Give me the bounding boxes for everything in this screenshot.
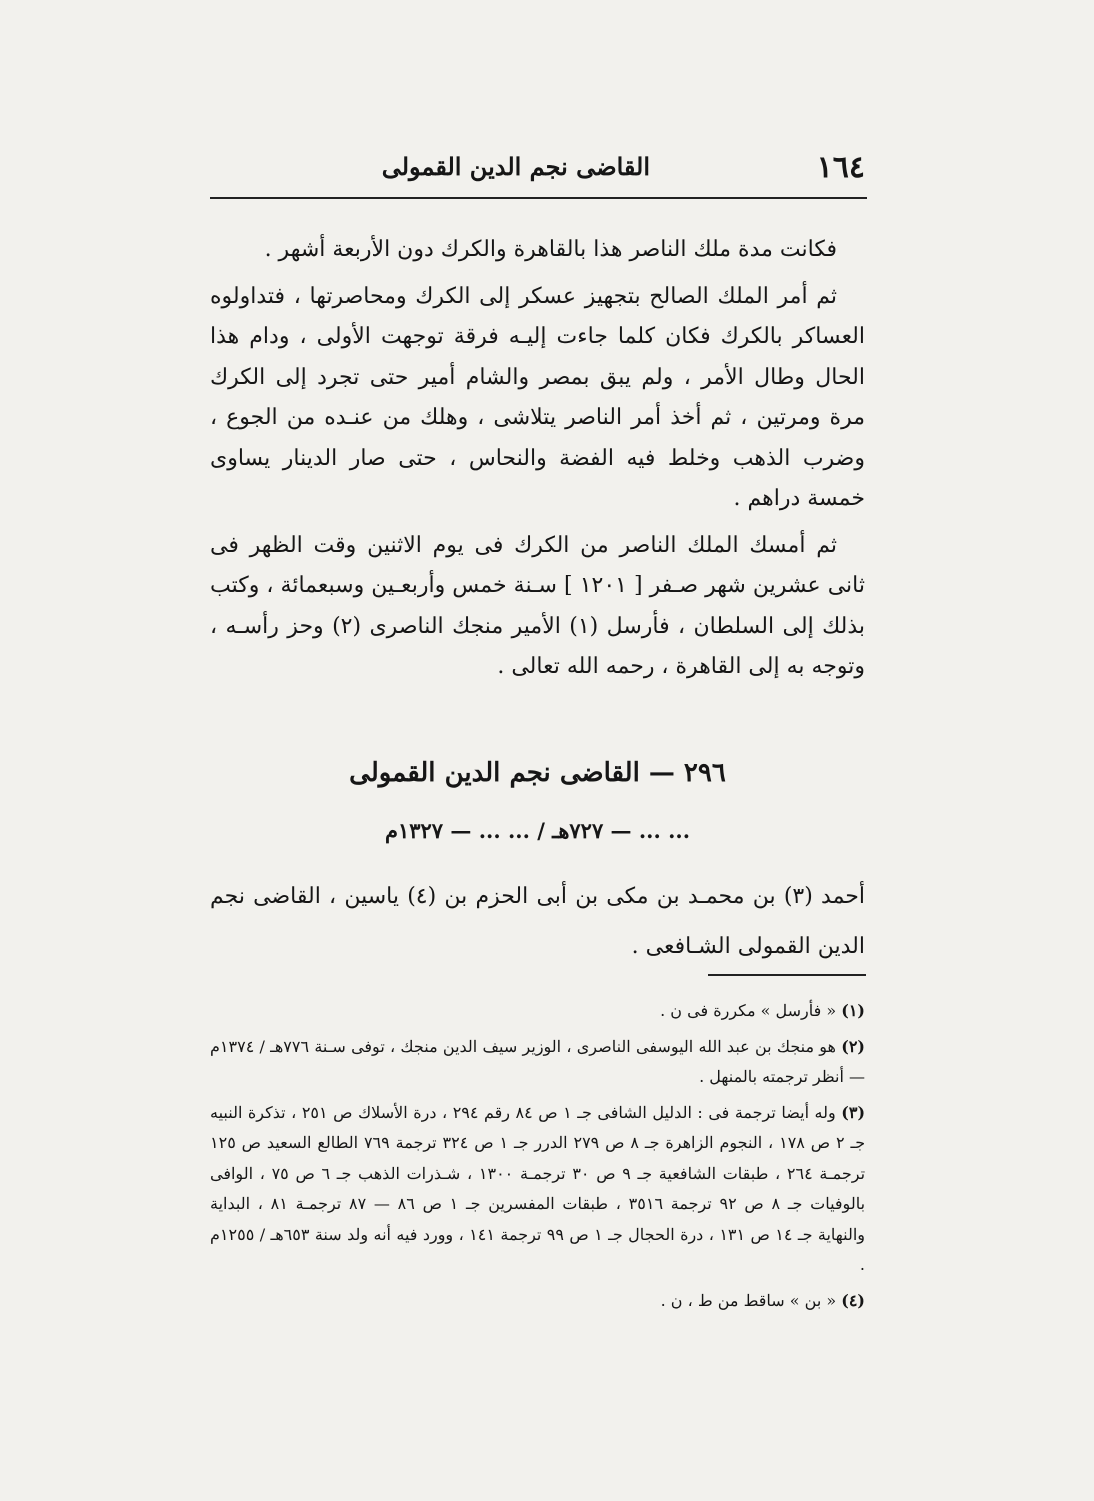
footnote	[210, 1098, 865, 1281]
main-text	[210, 230, 865, 688]
footnote	[210, 1286, 865, 1317]
footnote-rule	[708, 974, 866, 976]
footnote-number: (١)	[841, 1001, 865, 1020]
footnotes	[210, 996, 865, 1316]
footnote-number: (٤)	[841, 1290, 865, 1310]
header-rule	[210, 197, 867, 199]
entry-text	[210, 872, 865, 972]
footnote	[210, 1032, 865, 1093]
paragraph: ثم أمسك الملك الناصر من الكرك فى يوم الاثنين وقت الظهر فى ثانى عشرين شهر صـفر [ ١٢٠١ ] سـنة خمس وأربعـين وسبعمائة ، وكتب بذلك إلى السلطان ، فأرسل (١) الأمير منجك الناصرى (٢) وحز رأسـه ، وتوجه به إلى القاهرة ، رحمه الله تعالى .	[210, 532, 866, 679]
footnote-text: وله أيضا ترجمة فى : الدليل الشافى جـ ١ ص ٨٤ رقم ٢٩٤ ، درة الأسلاك ص ٢٥١ ، تذكرة النبيه جـ ٢ ص ١٧٨ ، النجوم الزاهرة جـ ٨ ص ٢٧٩ الدرر جـ ١ ص ٣٢٤ ترجمة ٧٦٩ الطالع السعيد ص ١٢٥ ترجمـة ٢٦٤ ، طبقات الشافعية جـ ٩ ص ٣٠ ترجمـة ١٣٠٠ ، شـذرات الذهب جـ ٦ ص ٧٥ ، الوافى بالوفيات جـ ٨ ص ٩٢ ترجمة ٣٥١٦ ، طبقات المفسرين جـ ١ ص ٨٦ — ٨٧ ترجمـة ٨١ ، البداية والنهاية جـ ١٤ ص ١٣١ ، درة الحجال جـ ١ ص ٩٩ ترجمة ١٤١ ، وورد فيه أنه ولد سنة ٦٥٣هـ / ١٢٥٥م .	[210, 1102, 866, 1274]
running-title: القاضى نجم الدين القمولى	[381, 152, 650, 181]
footnote-text: هو منجك بن عبد الله اليوسفى الناصرى ، الوزير سيف الدين منجك ، توفى سـنة ٧٧٦هـ / ١٣٧٤م — أنظر ترجمته بالمنهل .	[210, 1036, 865, 1086]
footnote-text: « بن » ساقط من ط ، ن .	[660, 1290, 837, 1310]
entry-paragraph: أحمد (٣) بن محمـد بن مكى بن أبى الحزم بن (٤) ياسين ، القاضى نجم الدين القمولى الشـافعى .	[210, 884, 865, 959]
footnote-number: (٣)	[841, 1102, 866, 1122]
paragraph: فكانت مدة ملك الناصر هذا بالقاهرة والكرك دون الأربعة أشهر .	[264, 237, 837, 262]
footnote	[210, 996, 865, 1027]
footnote-text: « فأرسل » مكررة فى ن .	[660, 1001, 837, 1020]
entry-dates: ... ... — ٧٢٧هـ / ... ... — ١٣٢٧م	[384, 818, 691, 843]
page-number: ١٦٤	[816, 150, 865, 185]
paragraph: ثم أمر الملك الصالح بتجهيز عسكر إلى الكرك ومحاصرتها ، فتداولوه العساكر بالكرك فكان كلما جاءت إليـه فرقة توجهت الأولى ، ودام هذا الحال وطال الأمر ، ولم يبق بمصر والشام أمير حتى تجرد إلى الكرك مرة ومرتين ، ثم أخذ أمر الناصر يتلاشى ، وهلك من عنـده من الجوع ، وضرب الذهب وخلط فيه الفضة والنحاس ، حتى صار الدينار يساوى خمسة دراهم .	[210, 283, 865, 511]
page-header	[210, 150, 865, 186]
footnote-number: (٢)	[841, 1036, 865, 1056]
entry-title: ٢٩٦ — القاضى نجم الدين القمولى	[349, 758, 726, 788]
